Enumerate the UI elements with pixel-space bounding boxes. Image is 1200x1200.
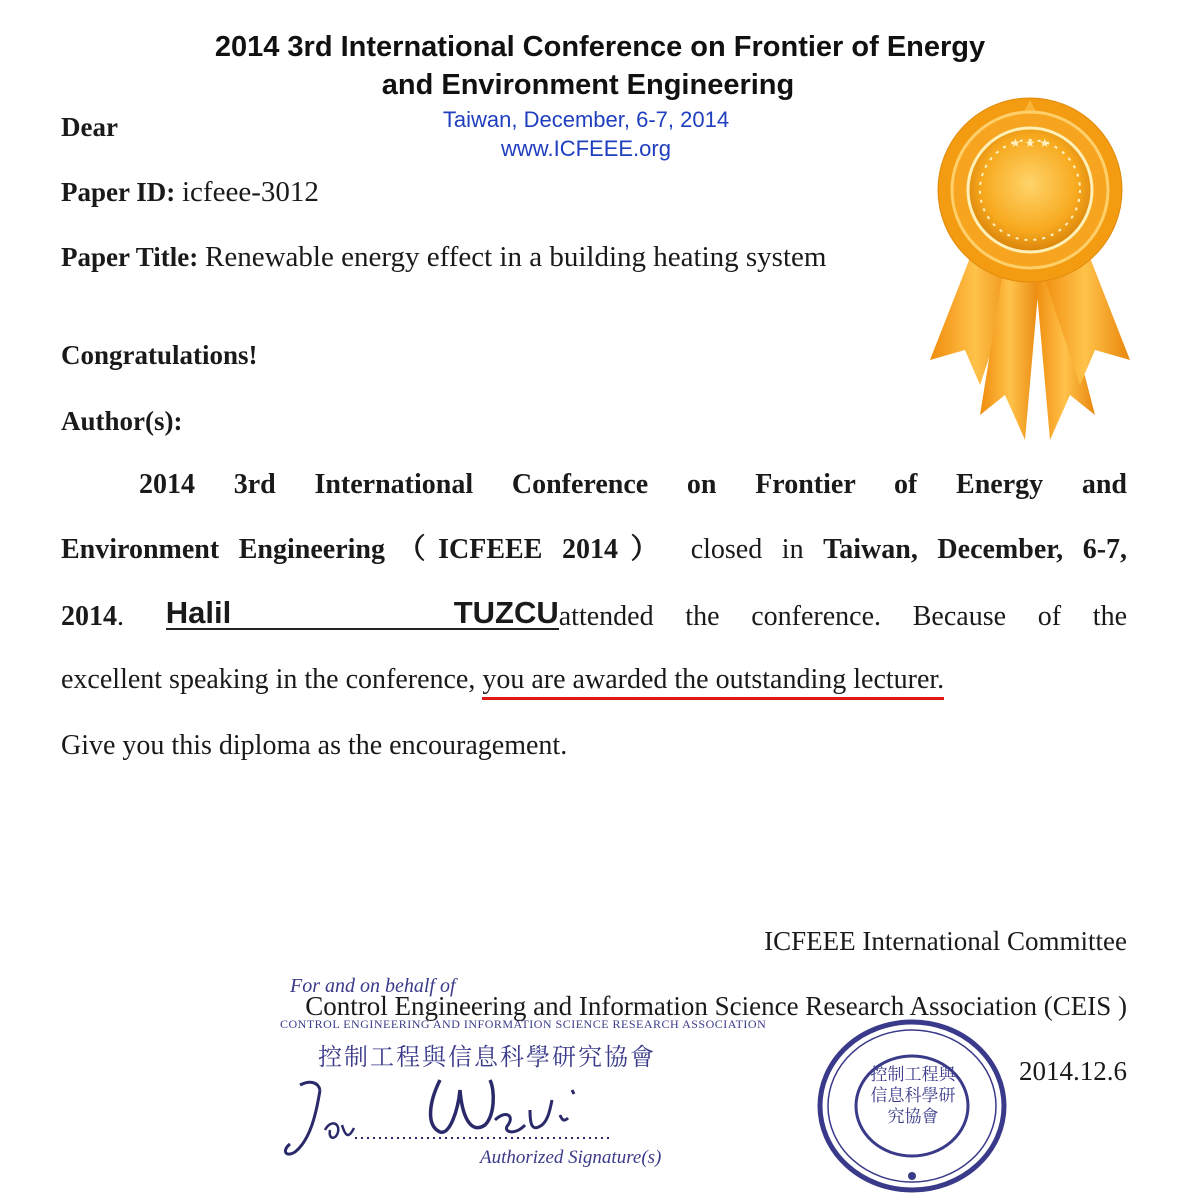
stamp-org-en: CONTROL ENGINEERING AND INFORMATION SCIENCE RESEARCH ASSOCIATION: [280, 1017, 767, 1031]
closed-in-text: closed in: [690, 534, 804, 565]
excellent-speaking-text: excellent speaking in the conference,: [61, 664, 476, 695]
authorized-signature-stamp: [270, 975, 767, 1190]
body-line-4: [61, 663, 944, 697]
signature-date: 2014.12.6: [1019, 1056, 1127, 1086]
stamp-for-text: For and on behalf of: [290, 975, 456, 997]
paper-title-row: [61, 240, 826, 274]
conference-location-date: Taiwan, December, 6-7, 2014: [442, 107, 730, 132]
seal-center-text: 控制工程與信息科學研究協會: [870, 1065, 956, 1127]
stamp-org-zh: 控制工程與信息科學研究協會: [318, 1043, 656, 1071]
body-line-3: [61, 595, 1128, 634]
conference-title-line1: 2014 3rd International Conference on Frontier of Energy: [214, 31, 986, 63]
conference-name: Environment Engineering（ICFEEE 2014）: [61, 534, 672, 565]
svg-text:★ ★ ★: ★ ★ ★: [1010, 136, 1050, 150]
conference-place-date: Taiwan, December, 6-7,: [823, 534, 1128, 565]
authors-label: Author(s):: [61, 406, 183, 436]
award-ribbon-icon: [925, 95, 1135, 440]
paper-title-value: Renewable energy effect in a building heating system: [205, 241, 827, 273]
salutation: Dear: [61, 112, 118, 142]
congratulations-text: Congratulations!: [61, 340, 258, 370]
association-name: Control Engineering and Information Science Research Association (CEIS ): [305, 991, 1127, 1021]
award-highlight: you are awarded the outstanding lecturer.: [482, 664, 944, 700]
paper-title-label: Paper Title:: [61, 242, 199, 272]
conference-website: www.ICFEEE.org: [501, 136, 671, 161]
authorized-signature-label: Authorized Signature(s): [480, 1147, 662, 1168]
body-line-1: 2014 3rd International Conference on Frontier of Energy and: [139, 469, 1127, 500]
body-line-2: [61, 533, 1127, 567]
committee-name: ICFEEE International Committee: [764, 926, 1127, 956]
awardee-name: Halil TUZCU: [165, 595, 559, 630]
paper-id-label: Paper ID:: [61, 177, 176, 207]
paper-id-value: icfeee-3012: [182, 176, 319, 208]
paper-id-row: [61, 175, 319, 209]
body-line-5: Give you this diploma as the encouragement.: [61, 730, 568, 761]
year-text: 2014: [61, 601, 117, 632]
year-dot: .: [117, 601, 124, 632]
attended-text: attended the conference. Because of the: [558, 601, 1128, 632]
conference-title-line2: and Environment Engineering: [381, 69, 795, 101]
